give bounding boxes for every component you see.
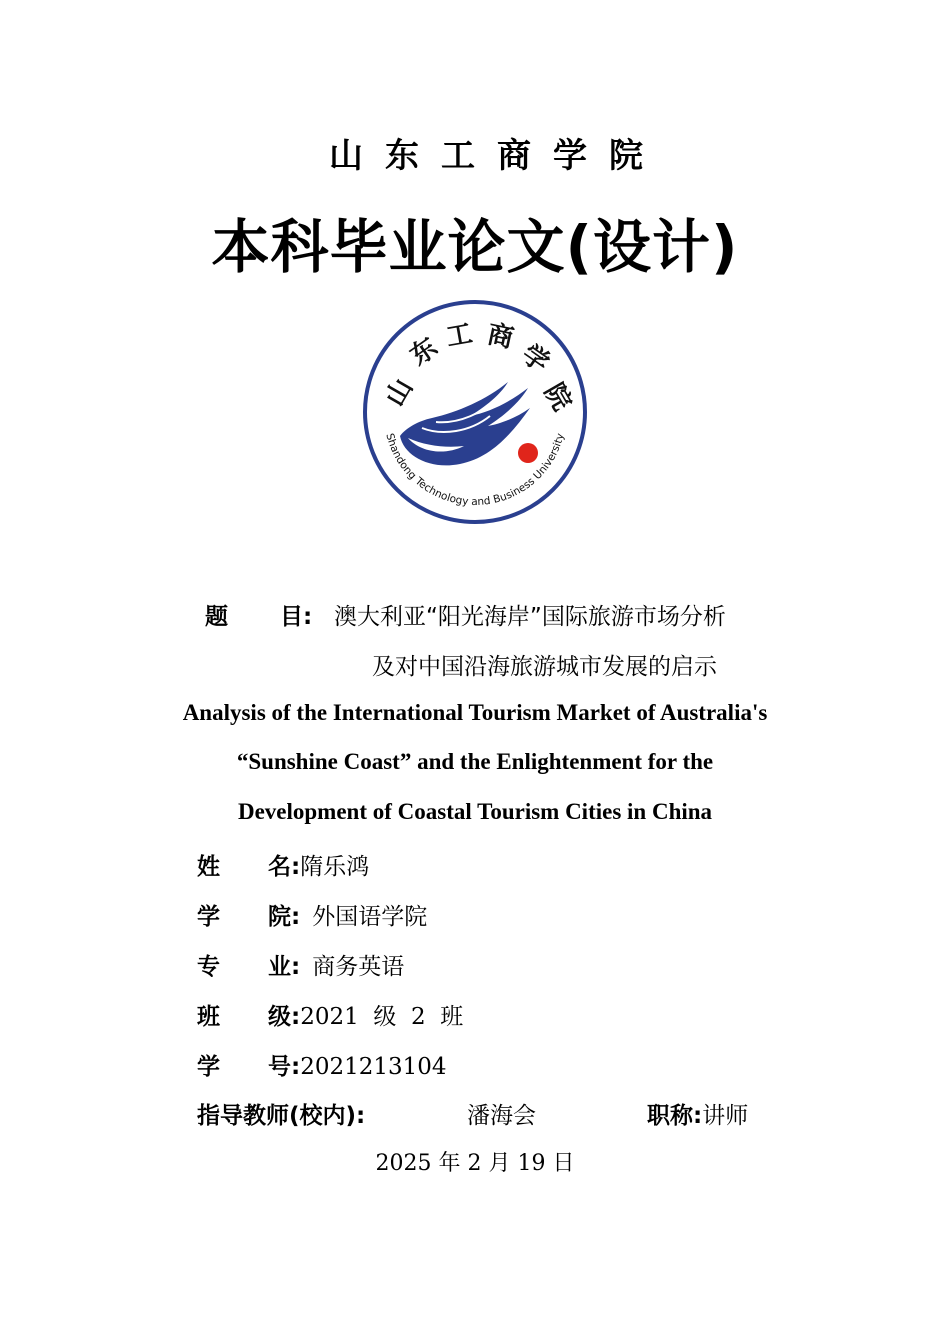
name-label-char-2: 名:	[268, 854, 301, 880]
student-id-value: 2021213104	[300, 1054, 447, 1080]
name-label	[197, 848, 300, 881]
red-sun-dot	[518, 443, 538, 463]
logo-char-6: 院	[537, 378, 577, 417]
advisor-label: 指导教师(校内):	[197, 1103, 366, 1129]
college-label-char-1: 学	[197, 904, 220, 930]
logo-char-1: 山	[380, 373, 420, 412]
class-mid: 级	[373, 1004, 397, 1030]
field-rank	[647, 1097, 748, 1130]
student-id-label-char-2: 号:	[268, 1054, 301, 1080]
wave-emblem	[400, 382, 530, 465]
logo-char-2: 东	[404, 332, 444, 372]
field-student-id	[197, 1048, 447, 1081]
title-label	[205, 598, 312, 631]
logo-char-3: 工	[444, 318, 475, 353]
document-type-title: 本科毕业论文(设计)	[211, 213, 739, 281]
title-chinese-line-2: 及对中国沿海旅游城市发展的启示	[372, 654, 717, 680]
field-class	[197, 998, 463, 1031]
field-college	[197, 898, 427, 931]
student-id-label	[197, 1048, 300, 1081]
title-label-char-2: 目:	[280, 604, 313, 630]
class-label	[197, 998, 300, 1031]
logo-english-name: Shandong Technology and Business University	[383, 432, 567, 509]
field-name	[197, 848, 369, 881]
logo-char-5: 学	[515, 339, 555, 379]
major-label-char-1: 专	[197, 954, 220, 980]
college-label	[197, 898, 300, 931]
major-value: 商务英语	[312, 954, 405, 980]
class-end: 班	[440, 1004, 464, 1030]
rank-label: 职称:	[647, 1103, 703, 1129]
class-label-char-1: 班	[197, 1004, 220, 1030]
title-label-char-1: 题	[205, 604, 228, 630]
title-chinese-line-1: 澳大利亚“阳光海岸”国际旅游市场分析	[334, 604, 726, 630]
rank-value: 讲师	[702, 1103, 749, 1129]
student-id-label-char-1: 学	[197, 1054, 220, 1080]
title-english-line-3: Development of Coastal Tourism Cities in China	[237, 799, 713, 824]
name-label-char-1: 姓	[197, 854, 220, 880]
school-name: 山东工商学院	[329, 136, 665, 176]
major-label	[197, 948, 300, 981]
field-major	[197, 948, 404, 981]
title-english-line-2: “Sunshine Coast” and the Enlightenment for the	[236, 749, 714, 774]
class-label-char-2: 级:	[268, 1004, 301, 1030]
college-value: 外国语学院	[312, 904, 428, 930]
class-year: 2021	[300, 1004, 359, 1030]
major-label-char-2: 业:	[268, 954, 301, 980]
field-advisor	[197, 1097, 365, 1130]
name-value: 隋乐鸿	[300, 854, 370, 880]
university-logo	[360, 296, 590, 528]
college-label-char-2: 院:	[268, 904, 301, 930]
submission-date: 2025 年 2 月 19 日	[375, 1151, 575, 1176]
title-english-line-1: Analysis of the International Tourism Market of Australia's	[182, 700, 768, 725]
advisor-value: 潘海会	[467, 1103, 536, 1129]
class-number: 2	[411, 1004, 426, 1030]
logo-char-4: 商	[484, 319, 517, 355]
